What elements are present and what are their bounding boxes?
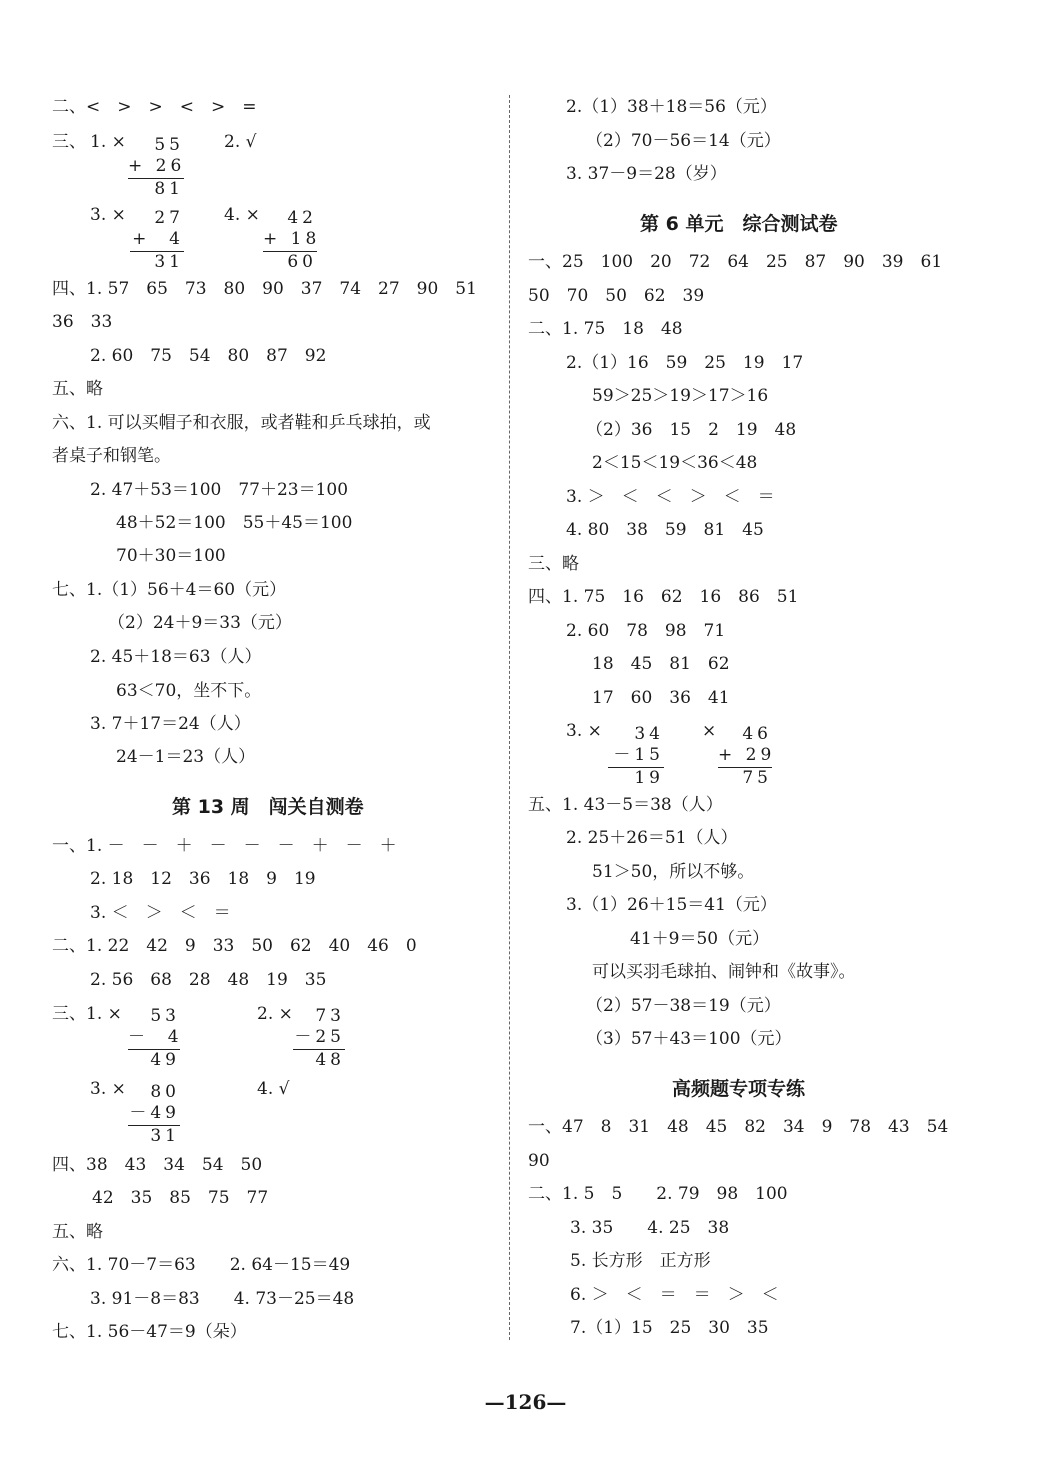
- answer-line: 2. ×: [257, 1004, 293, 1024]
- answer-line: 36 33: [52, 312, 113, 332]
- calc-row: 46: [742, 724, 772, 744]
- calc-row: + 4: [130, 229, 184, 252]
- answer-line: 2. √: [224, 132, 257, 152]
- answer-line: 3. ×: [90, 205, 126, 225]
- answer-line: 二、1. 5 5 2. 79 98 100: [528, 1184, 788, 1204]
- answer-line: 59＞25＞19＞17＞16: [592, 386, 769, 406]
- calc-row: －25: [293, 1027, 345, 1050]
- answer-line: 3. ×: [90, 1079, 126, 1099]
- answer-line: 四、1. 75 16 62 16 86 51: [528, 587, 799, 607]
- answer-line: 2.（1）16 59 25 19 17: [566, 353, 804, 373]
- answer-line: 4. √: [257, 1079, 290, 1099]
- section-heading: 高频题专项专练: [672, 1078, 806, 1100]
- answer-line: 41＋9＝50（元）: [630, 929, 770, 949]
- answer-line: 70＋30＝100: [116, 546, 226, 566]
- answer-line: 二、1. 75 18 48: [528, 319, 683, 339]
- answer-line: 2＜15＜19＜36＜48: [592, 453, 758, 473]
- answer-line: 17 60 36 41: [592, 688, 730, 708]
- calc-row: 34: [634, 724, 664, 744]
- answer-line: 4. ×: [224, 205, 260, 225]
- calc-row: 60: [287, 252, 317, 272]
- answer-line: （2）57－38＝19（元）: [586, 996, 781, 1016]
- calc-row: 31: [154, 252, 184, 272]
- calc-row: 75: [742, 768, 772, 788]
- answer-line: 24－1＝23（人）: [116, 747, 256, 767]
- answer-line: 2. 47＋53＝100 77＋23＝100: [90, 480, 349, 500]
- answer-line: （3）57＋43＝100（元）: [586, 1029, 792, 1049]
- answer-line: 七、1.（1）56＋4＝60（元）: [52, 580, 287, 600]
- calc-row: 42: [287, 208, 317, 228]
- calc-row: 73: [315, 1006, 345, 1026]
- vertical-calc: [293, 1006, 345, 1071]
- answer-line: 3. ＞ ＜ ＜ ＞ ＜ ＝: [566, 487, 775, 507]
- section-heading: 第 6 单元 综合测试卷: [640, 213, 838, 235]
- answer-line: ×: [702, 721, 717, 741]
- column-divider: [509, 95, 510, 1340]
- answer-line: 3. ＜ ＞ ＜ ＝: [90, 903, 231, 923]
- answer-line: 7.（1）15 25 30 35: [570, 1318, 769, 1338]
- answer-line: 3. 35 4. 25 38: [570, 1218, 730, 1238]
- answer-line: 一、25 100 20 72 64 25 87 90 39 61: [528, 252, 943, 272]
- vertical-calc: [128, 1082, 180, 1147]
- answer-line: 五、略: [52, 379, 103, 399]
- vertical-calc: [608, 724, 664, 789]
- answer-line: 63＜70，坐不下。: [116, 681, 262, 701]
- answer-line: 1. ×: [90, 132, 126, 152]
- answer-line: （2）36 15 2 19 48: [586, 420, 797, 440]
- answer-line: 可以买羽毛球拍、闹钟和《故事》。: [592, 962, 856, 982]
- calc-row: + 26: [128, 156, 184, 179]
- section-heading: 第 13 周 闯关自测卷: [172, 796, 364, 818]
- answer-line: 六、1. 可以买帽子和衣服，或者鞋和乒乓球拍，或: [52, 413, 431, 433]
- answer-line: 七、1. 56－47＝9（朵）: [52, 1322, 247, 1342]
- vertical-calc: [263, 208, 321, 273]
- calc-row: －15: [608, 745, 664, 768]
- answer-line: 一、47 8 31 48 45 82 34 9 78 43 54: [528, 1117, 949, 1137]
- answer-line: 五、略: [52, 1222, 103, 1242]
- answer-line: 6. ＞ ＜ ＝ ＝ ＞ ＜: [570, 1285, 779, 1305]
- answer-line: 者桌子和钢笔。: [52, 446, 171, 466]
- answer-line: 3. ×: [566, 721, 602, 741]
- calc-row: － 4: [128, 1027, 180, 1050]
- answer-line: 2. 56 68 28 48 19 35: [90, 970, 327, 990]
- answer-line: （2）24＋9＝33（元）: [108, 613, 292, 633]
- answer-line: 3. 37－9＝28（岁）: [566, 164, 727, 184]
- answer-line: 三、略: [528, 554, 579, 574]
- answer-line: 2.（1）38＋18＝56（元）: [566, 97, 777, 117]
- answer-line: 2. 18 12 36 18 9 19: [90, 869, 316, 889]
- answer-line: 一、1. － － ＋ － － － ＋ － ＋: [52, 836, 397, 856]
- answer-line: 2. 25＋26＝51（人）: [566, 828, 738, 848]
- answer-line: 五、1. 43－5＝38（人）: [528, 795, 723, 815]
- answer-line: 51＞50，所以不够。: [592, 862, 755, 882]
- calc-row: 19: [634, 768, 664, 788]
- calc-row: －49: [128, 1103, 180, 1126]
- answer-line: 3.（1）26＋15＝41（元）: [566, 895, 777, 915]
- answer-line: （2）70－56＝14（元）: [586, 131, 781, 151]
- answer-line: 六、1. 70－7＝63 2. 64－15＝49: [52, 1255, 351, 1275]
- calc-row: 48: [315, 1050, 345, 1070]
- answer-line: 50 70 50 62 39: [528, 286, 705, 306]
- answer-line: 3. 91－8＝83 4. 73－25＝48: [90, 1289, 355, 1309]
- answer-line: 四、1. 57 65 73 80 90 37 74 27 90 51: [52, 279, 477, 299]
- answer-line: 3. 7＋17＝24（人）: [90, 714, 251, 734]
- answer-line: 2. 45＋18＝63（人）: [90, 647, 262, 667]
- answer-line: 4. 80 38 59 81 45: [566, 520, 764, 540]
- answer-line: 2. 60 78 98 71: [566, 621, 726, 641]
- page-number: —126—: [484, 1390, 567, 1414]
- calc-row: 27: [154, 208, 184, 228]
- calc-row: + 18: [263, 229, 317, 252]
- calc-row: 53: [150, 1006, 180, 1026]
- answer-line: 42 35 85 75 77: [92, 1188, 269, 1208]
- answer-line: 90: [528, 1151, 550, 1171]
- answer-line: 48＋52＝100 55＋45＝100: [116, 513, 353, 533]
- answer-line: 四、38 43 34 54 50: [52, 1155, 263, 1175]
- calc-row: 80: [150, 1082, 180, 1102]
- vertical-calc: [128, 1006, 183, 1071]
- answer-line: 二、1. 22 42 9 33 50 62 40 46 0: [52, 936, 417, 956]
- calc-row: + 29: [718, 745, 772, 768]
- calc-row: 55: [154, 135, 184, 155]
- calc-row: 49: [150, 1050, 180, 1070]
- answer-line: 二、< > > < > =: [52, 97, 257, 117]
- answer-line: 18 45 81 62: [592, 654, 730, 674]
- answer-line: 2. 60 75 54 80 87 92: [90, 346, 327, 366]
- calc-row: 81: [154, 179, 184, 199]
- vertical-calc: [130, 208, 184, 273]
- calc-row: 31: [150, 1126, 180, 1146]
- vertical-calc: [128, 135, 184, 200]
- answer-line: 5. 长方形 正方形: [570, 1251, 711, 1271]
- vertical-calc: [718, 724, 776, 789]
- section-label: 三、: [52, 132, 86, 152]
- answer-line: 三、1. ×: [52, 1004, 122, 1024]
